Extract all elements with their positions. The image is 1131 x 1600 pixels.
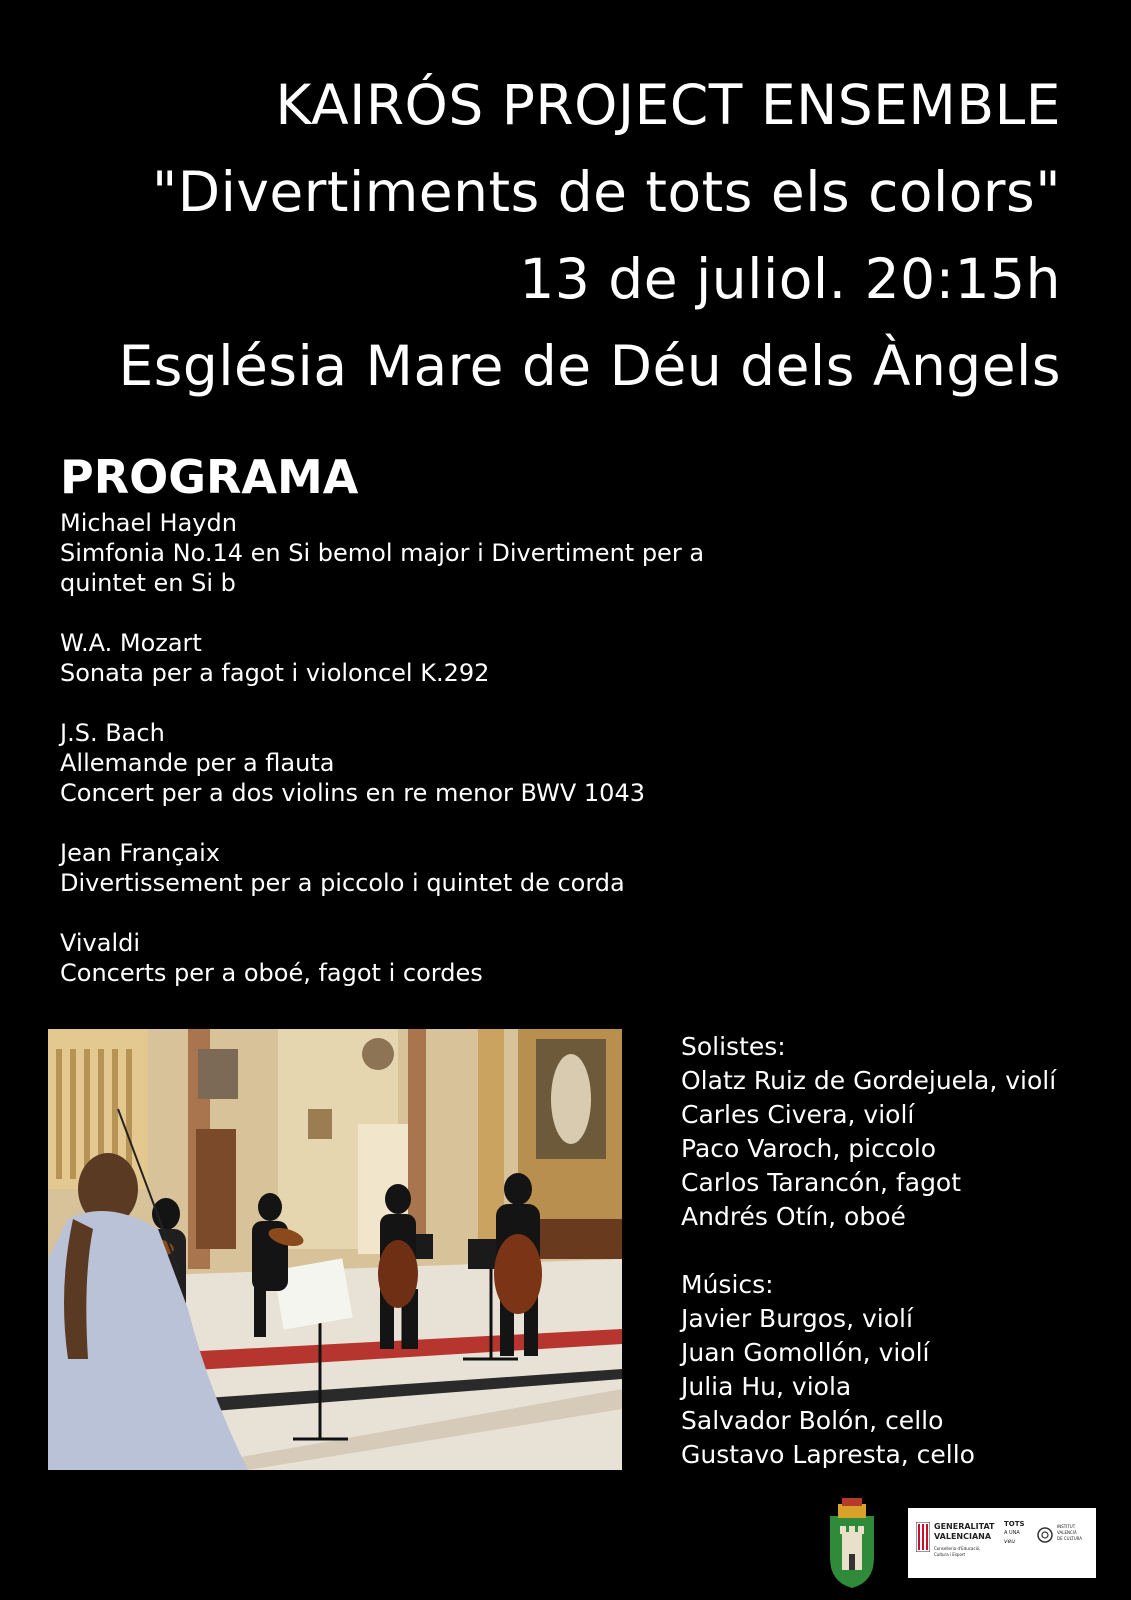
soloists-heading: Solistes: [681,1032,786,1061]
musicians-group [681,1268,1056,1472]
musician-entry: Juan Gomollón, violí [681,1338,930,1367]
composer-name: J.S. Bach [60,719,165,747]
work-title: Concerts per a oboé, fagot i cordes [60,959,483,987]
musician-entry: Salvador Bolón, cello [681,1406,944,1435]
ensemble-title: KAIRÓS PROJECT ENSEMBLE [275,73,1061,137]
soloist-entry: Olatz Ruiz de Gordejuela, violí [681,1066,1057,1095]
musician-entry: Gustavo Lapresta, cello [681,1440,975,1469]
musician-entry: Julia Hu, viola [681,1372,852,1401]
work-title: Sonata per a fagot i violoncel K.292 [60,659,490,687]
work-title: Allemande per a flauta [60,749,335,777]
concert-date-time: 13 de juliol. 20:15h [519,247,1061,311]
composer-name: Michael Haydn [60,509,237,537]
generalitat-valenciana-logo [908,1508,1096,1578]
program-item [60,628,820,688]
program-section [60,448,820,1018]
concert-venue: Església Mare de Déu dels Àngels [118,334,1061,398]
musician-entry: Javier Burgos, violí [681,1304,913,1333]
program-item [60,928,820,988]
program-heading: PROGRAMA [60,450,359,504]
gva-name-line2: VALENCIANA [934,1532,992,1541]
tots-line3: veu [1004,1538,1016,1545]
ivc-line3: DE CULTURA [1057,1536,1083,1541]
gva-name-line1: GENERALITAT [934,1522,995,1531]
performers-list [681,1030,1056,1506]
ensemble-photo [48,1029,622,1470]
soloist-entry: Carlos Tarancón, fagot [681,1168,962,1197]
event-header [118,62,1061,410]
town-crest-logo [820,1498,884,1590]
tots-line2: A UNA [1004,1530,1020,1536]
work-title: Concert per a dos violins en re menor BWV 1043 [60,779,645,807]
ivc-line2: VALENCIÀ [1057,1530,1077,1535]
ivc-line1: INSTITUT [1057,1524,1076,1529]
soloist-entry: Carles Civera, violí [681,1100,915,1129]
musicians-heading: Músics: [681,1270,774,1299]
concert-subtitle: "Divertiments de tots els colors" [151,160,1061,224]
ivc-icon [1036,1526,1054,1544]
soloists-group [681,1030,1056,1234]
program-item [60,508,820,598]
composer-name: W.A. Mozart [60,629,202,657]
program-item [60,838,820,898]
program-item [60,718,820,808]
work-title: Simfonia No.14 en Si bemol major i Divertiment per a quintet en Si b [60,539,705,597]
gva-department: Conselleria d'Educació, Cultura i Esport [934,1546,981,1557]
composer-name: Vivaldi [60,929,141,957]
tots-line1: TOTS [1004,1520,1025,1528]
composer-name: Jean Françaix [60,839,221,867]
soloist-entry: Paco Varoch, piccolo [681,1134,937,1163]
work-title: Divertissement per a piccolo i quintet de corda [60,869,625,897]
soloist-entry: Andrés Otín, oboé [681,1202,906,1231]
